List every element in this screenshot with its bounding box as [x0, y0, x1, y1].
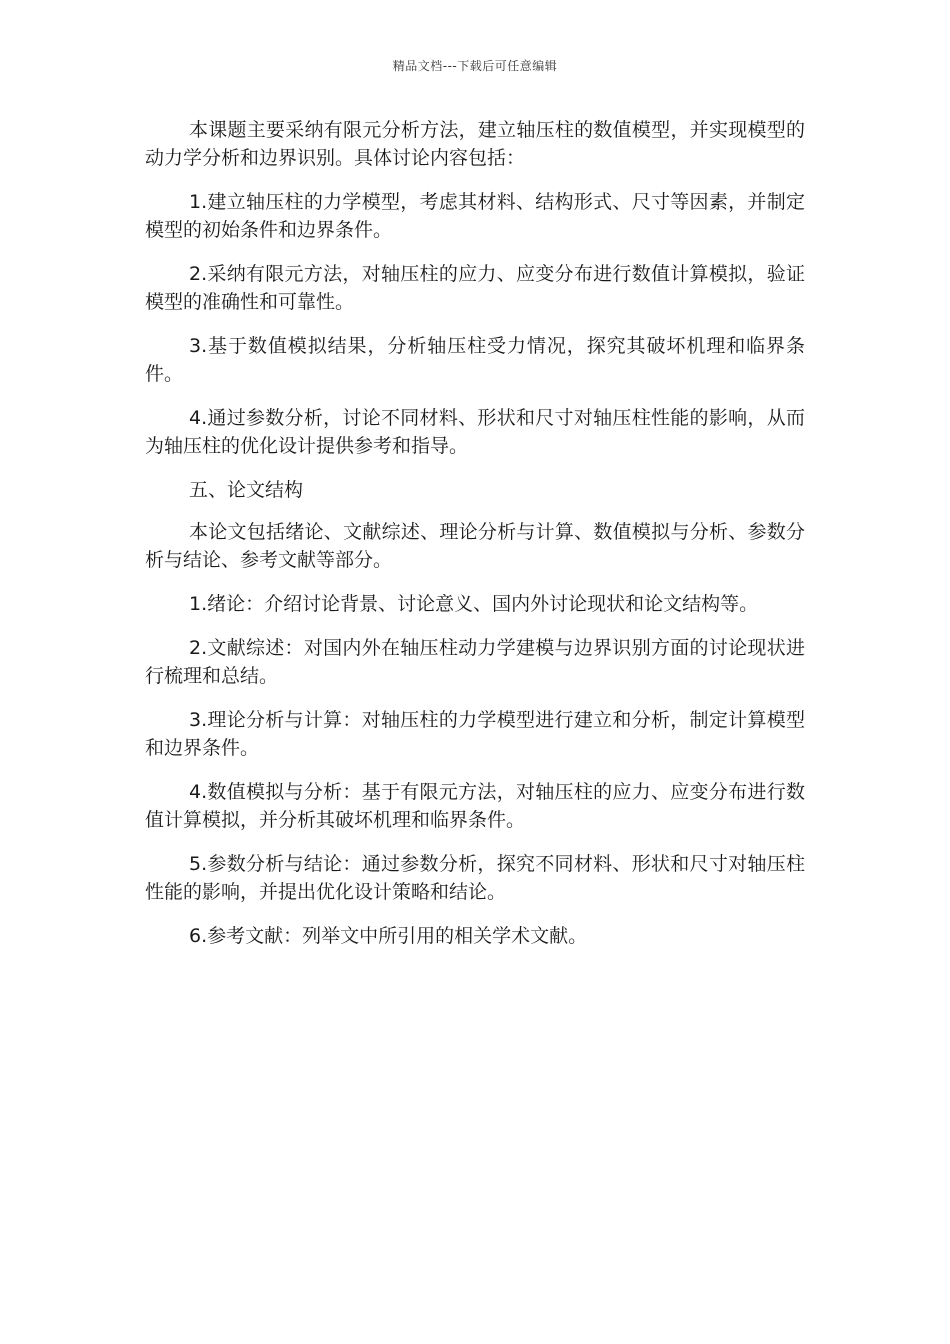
- paragraph-structure-2: 2.文献综述：对国内外在轴压柱动力学建模与边界识别方面的讨论现状进行梳理和总结。: [145, 637, 805, 687]
- document-body: [145, 116, 805, 966]
- paragraph-item-1: 1.建立轴压柱的力学模型，考虑其材料、结构形式、尺寸等因素，并制定模型的初始条件和边界条件。: [145, 191, 805, 241]
- paragraph-structure-6: 6.参考文献：列举文中所引用的相关学术文献。: [189, 925, 588, 947]
- paragraph-item-4: 4.通过参数分析，讨论不同材料、形状和尺寸对轴压柱性能的影响，从而为轴压柱的优化设计提供参考和指导。: [145, 407, 805, 457]
- page-header: 精品文档---下载后可任意编辑: [392, 59, 558, 73]
- paragraph-structure-5: 5.参数分析与结论：通过参数分析，探究不同材料、形状和尺寸对轴压柱性能的影响，并提出优化设计策略和结论。: [145, 853, 805, 903]
- paragraph-intro: 本课题主要采纳有限元分析方法，建立轴压柱的数值模型，并实现模型的动力学分析和边界识别。具体讨论内容包括：: [145, 119, 805, 169]
- paragraph-structure-3: 3.理论分析与计算：对轴压柱的力学模型进行建立和分析，制定计算模型和边界条件。: [145, 709, 805, 759]
- paragraph-structure-1: 1.绪论：介绍讨论背景、讨论意义、国内外讨论现状和论文结构等。: [189, 593, 759, 615]
- paragraph-structure-intro: 本论文包括绪论、文献综述、理论分析与计算、数值模拟与分析、参数分析与结论、参考文献等部分。: [145, 521, 805, 571]
- paragraph-structure-4: 4.数值模拟与分析：基于有限元方法，对轴压柱的应力、应变分布进行数值计算模拟，并分析其破坏机理和临界条件。: [145, 781, 805, 831]
- section-heading-thesis-structure: 五、论文结构: [189, 479, 304, 501]
- paragraph-item-2: 2.采纳有限元方法，对轴压柱的应力、应变分布进行数值计算模拟，验证模型的准确性和可靠性。: [145, 263, 805, 313]
- paragraph-item-3: 3.基于数值模拟结果，分析轴压柱受力情况，探究其破坏机理和临界条件。: [145, 335, 805, 385]
